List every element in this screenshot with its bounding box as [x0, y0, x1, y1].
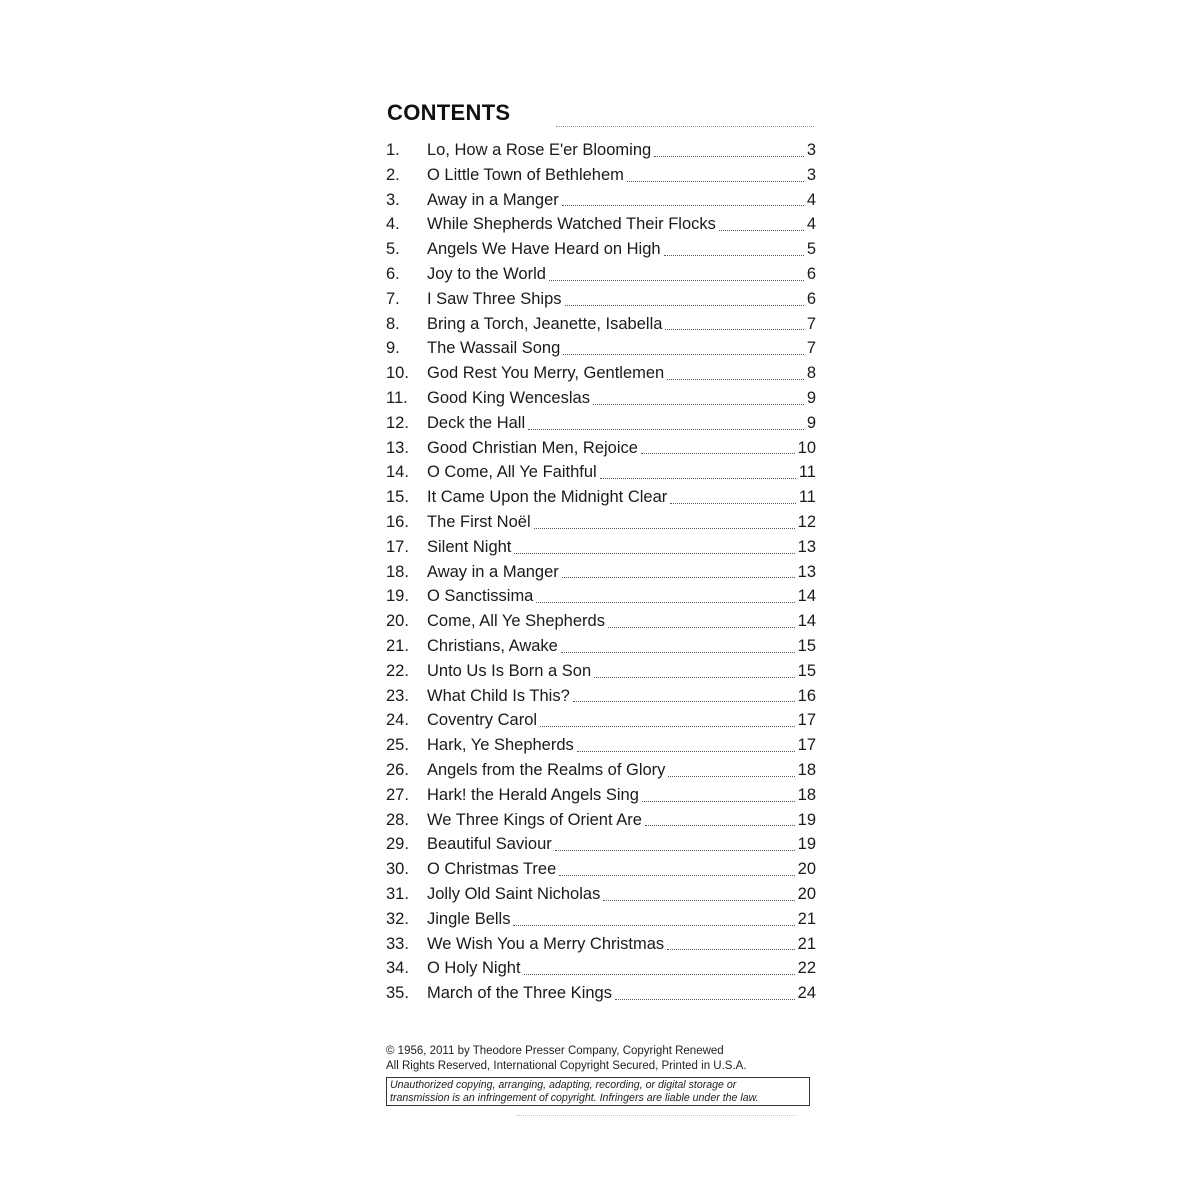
- entry-title: Jingle Bells: [427, 909, 511, 928]
- entry-title: Beautiful Saviour: [427, 835, 552, 854]
- contents-row[interactable]: [386, 166, 816, 191]
- entry-number: 30.: [386, 860, 409, 879]
- dot-leader: [654, 156, 804, 157]
- entry-number: 5.: [386, 240, 400, 259]
- entry-title: Christians, Awake: [427, 636, 558, 655]
- contents-header: [386, 100, 816, 132]
- contents-row[interactable]: [386, 959, 816, 984]
- dot-leader: [664, 255, 804, 256]
- entry-page-number: 5: [806, 240, 816, 259]
- dot-leader: [642, 801, 795, 802]
- entry-title: Lo, How a Rose E'er Blooming: [427, 141, 652, 159]
- entry-page-number: 20: [797, 860, 816, 879]
- entry-title: March of the Three Kings: [427, 984, 612, 1003]
- entry-number: 13.: [386, 438, 409, 457]
- entry-number: 25.: [386, 736, 409, 755]
- contents-row[interactable]: [386, 315, 816, 340]
- entry-number: 31.: [386, 884, 409, 903]
- contents-row[interactable]: [386, 587, 816, 612]
- contents-row[interactable]: [386, 265, 816, 290]
- notice-line: transmission is an infringement of copyright. Infringers are liable under the law.: [390, 1091, 759, 1104]
- contents-row[interactable]: [386, 786, 816, 811]
- contents-row[interactable]: [386, 835, 816, 860]
- entry-title: Unto Us Is Born a Son: [427, 661, 592, 680]
- entry-number: 2.: [386, 165, 400, 184]
- entry-number: 21.: [386, 636, 409, 655]
- entry-page-number: 21: [797, 909, 816, 928]
- entry-title: Angels We Have Heard on High: [427, 240, 661, 259]
- dot-leader: [577, 751, 795, 752]
- dot-leader: [593, 404, 804, 405]
- dot-leader: [641, 453, 795, 454]
- dot-leader: [562, 577, 795, 578]
- contents-list: [386, 141, 816, 1009]
- entry-title: We Wish You a Merry Christmas: [427, 934, 665, 953]
- contents-row[interactable]: [386, 811, 816, 836]
- entry-title: O Sanctissima: [427, 587, 534, 606]
- page-title: CONTENTS: [387, 100, 511, 125]
- contents-row[interactable]: [386, 711, 816, 736]
- contents-row[interactable]: [386, 191, 816, 216]
- entry-page-number: 18: [797, 760, 816, 779]
- entry-number: 24.: [386, 711, 409, 730]
- entry-page-number: 14: [797, 612, 816, 631]
- dot-leader: [534, 528, 795, 529]
- copyright-footer: [386, 1044, 816, 1116]
- entry-page-number: 7: [806, 314, 816, 333]
- entry-title: Deck the Hall: [427, 413, 526, 432]
- entry-title: Jolly Old Saint Nicholas: [427, 884, 601, 903]
- entry-number: 14.: [386, 463, 409, 482]
- entry-number: 27.: [386, 785, 409, 804]
- entry-number: 6.: [386, 264, 400, 283]
- dot-leader: [573, 701, 795, 702]
- entry-title: O Holy Night: [427, 959, 521, 978]
- entry-title: Away in a Manger: [427, 562, 559, 581]
- entry-page-number: 15: [797, 636, 816, 655]
- entry-title: Coventry Carol: [427, 711, 538, 730]
- copyright-line: © 1956, 2011 by Theodore Presser Company, Copyright Renewed: [386, 1045, 724, 1057]
- entry-title: Good King Wenceslas: [427, 388, 590, 407]
- entry-number: 22.: [386, 661, 409, 680]
- dot-leader: [549, 280, 804, 281]
- entry-page-number: 10: [797, 438, 816, 457]
- entry-title: The First Noël: [427, 512, 531, 531]
- entry-page-number: 4: [806, 190, 816, 209]
- entry-number: 29.: [386, 835, 409, 854]
- contents-page: [386, 96, 816, 1126]
- entry-page-number: 11: [798, 488, 816, 507]
- contents-row[interactable]: [386, 662, 816, 687]
- entry-page-number: 9: [806, 388, 816, 407]
- contents-row[interactable]: [386, 538, 816, 563]
- contents-row[interactable]: [386, 414, 816, 439]
- dot-leader: [561, 652, 795, 653]
- contents-row[interactable]: [386, 563, 816, 588]
- entry-number: 33.: [386, 934, 409, 953]
- contents-row[interactable]: [386, 910, 816, 935]
- entry-page-number: 15: [797, 661, 816, 680]
- entry-number: 15.: [386, 488, 409, 507]
- entry-page-number: 14: [797, 587, 816, 606]
- entry-page-number: 6: [806, 289, 816, 308]
- contents-row[interactable]: [386, 488, 816, 513]
- entry-title: I Saw Three Ships: [427, 289, 562, 308]
- contents-row[interactable]: [386, 736, 816, 761]
- dot-leader: [719, 230, 804, 231]
- contents-row[interactable]: [386, 439, 816, 464]
- contents-row[interactable]: [386, 389, 816, 414]
- entry-number: 34.: [386, 959, 409, 978]
- entry-number: 1.: [386, 141, 400, 159]
- entry-title: It Came Upon the Midnight Clear: [427, 488, 668, 507]
- dot-leader: [524, 974, 795, 975]
- dot-leader: [513, 925, 794, 926]
- entry-page-number: 7: [806, 339, 816, 358]
- dot-leader: [670, 503, 796, 504]
- entry-page-number: 22: [797, 959, 816, 978]
- entry-title: Angels from the Realms of Glory: [427, 760, 666, 779]
- copyright-notice-box: [386, 1077, 810, 1106]
- entry-number: 17.: [386, 537, 409, 556]
- entry-number: 4.: [386, 215, 400, 234]
- entry-number: 3.: [386, 190, 400, 209]
- entry-page-number: 8: [806, 364, 816, 383]
- entry-page-number: 17: [797, 711, 816, 730]
- entry-number: 23.: [386, 686, 409, 705]
- entry-page-number: 18: [797, 785, 816, 804]
- entry-number: 9.: [386, 339, 400, 358]
- notice-line: Unauthorized copying, arranging, adapting, recording, or digital storage or: [390, 1079, 737, 1091]
- dot-leader: [667, 379, 804, 380]
- entry-page-number: 19: [797, 810, 816, 829]
- dot-leader: [563, 354, 804, 355]
- entry-page-number: 17: [797, 736, 816, 755]
- entry-title: Hark! the Herald Angels Sing: [427, 785, 639, 804]
- contents-row[interactable]: [386, 612, 816, 637]
- contents-row[interactable]: [386, 637, 816, 662]
- entry-number: 12.: [386, 413, 409, 432]
- contents-row[interactable]: [386, 339, 816, 364]
- entry-number: 32.: [386, 909, 409, 928]
- contents-row[interactable]: [386, 215, 816, 240]
- entry-number: 20.: [386, 612, 409, 631]
- entry-title: What Child Is This?: [427, 686, 570, 705]
- dot-leader: [562, 205, 804, 206]
- entry-page-number: 16: [797, 686, 816, 705]
- contents-row[interactable]: [386, 463, 816, 488]
- dot-leader: [627, 181, 804, 182]
- dot-leader: [594, 677, 794, 678]
- rights-line: All Rights Reserved, International Copyright Secured, Printed in U.S.A.: [386, 1059, 747, 1072]
- entry-title: Hark, Ye Shepherds: [427, 736, 574, 755]
- entry-number: 11.: [386, 388, 408, 407]
- dot-leader: [528, 429, 804, 430]
- dot-leader: [603, 900, 794, 901]
- bottom-divider: [516, 1115, 796, 1116]
- dot-leader: [615, 999, 795, 1000]
- title-divider: [556, 126, 814, 127]
- contents-row[interactable]: [386, 513, 816, 538]
- dot-leader: [608, 627, 795, 628]
- contents-row[interactable]: [386, 290, 816, 315]
- contents-row[interactable]: [386, 860, 816, 885]
- entry-title: Away in a Manger: [427, 190, 559, 209]
- dot-leader: [645, 825, 795, 826]
- entry-page-number: 11: [798, 463, 816, 482]
- entry-title: Silent Night: [427, 537, 512, 556]
- dot-leader: [559, 875, 794, 876]
- entry-page-number: 20: [797, 884, 816, 903]
- entry-number: 35.: [386, 984, 409, 1003]
- contents-row[interactable]: [386, 935, 816, 960]
- dot-leader: [668, 776, 794, 777]
- dot-leader: [536, 602, 794, 603]
- entry-number: 26.: [386, 760, 409, 779]
- dot-leader: [565, 305, 804, 306]
- entry-title: While Shepherds Watched Their Flocks: [427, 215, 716, 234]
- entry-page-number: 6: [806, 264, 816, 283]
- entry-number: 10.: [386, 364, 409, 383]
- entry-title: Bring a Torch, Jeanette, Isabella: [427, 314, 663, 333]
- entry-page-number: 13: [797, 537, 816, 556]
- entry-title: Come, All Ye Shepherds: [427, 612, 605, 631]
- dot-leader: [514, 553, 794, 554]
- entry-title: We Three Kings of Orient Are: [427, 810, 642, 829]
- contents-row[interactable]: [386, 984, 816, 1009]
- entry-number: 28.: [386, 810, 409, 829]
- contents-row[interactable]: [386, 141, 816, 166]
- entry-page-number: 21: [797, 934, 816, 953]
- entry-page-number: 19: [797, 835, 816, 854]
- entry-page-number: 9: [806, 413, 816, 432]
- dot-leader: [667, 949, 794, 950]
- entry-title: O Christmas Tree: [427, 860, 557, 879]
- entry-page-number: 12: [797, 512, 816, 531]
- dot-leader: [665, 329, 803, 330]
- entry-number: 8.: [386, 314, 400, 333]
- dot-leader: [540, 726, 795, 727]
- entry-title: Good Christian Men, Rejoice: [427, 438, 638, 457]
- entry-title: The Wassail Song: [427, 339, 561, 358]
- entry-number: 19.: [386, 587, 409, 606]
- contents-row[interactable]: [386, 364, 816, 389]
- entry-page-number: 4: [806, 215, 816, 234]
- contents-row[interactable]: [386, 761, 816, 786]
- entry-title: O Little Town of Bethlehem: [427, 165, 624, 184]
- entry-title: God Rest You Merry, Gentlemen: [427, 364, 665, 383]
- contents-row[interactable]: [386, 885, 816, 910]
- dot-leader: [600, 478, 796, 479]
- entry-page-number: 3: [806, 141, 816, 159]
- entry-page-number: 3: [806, 165, 816, 184]
- dot-leader: [555, 850, 795, 851]
- entry-page-number: 24: [797, 984, 816, 1003]
- contents-row[interactable]: [386, 687, 816, 712]
- entry-number: 16.: [386, 512, 409, 531]
- entry-page-number: 13: [797, 562, 816, 581]
- entry-title: O Come, All Ye Faithful: [427, 463, 597, 482]
- entry-number: 18.: [386, 562, 409, 581]
- contents-row[interactable]: [386, 240, 816, 265]
- entry-number: 7.: [386, 289, 400, 308]
- entry-title: Joy to the World: [427, 264, 546, 283]
